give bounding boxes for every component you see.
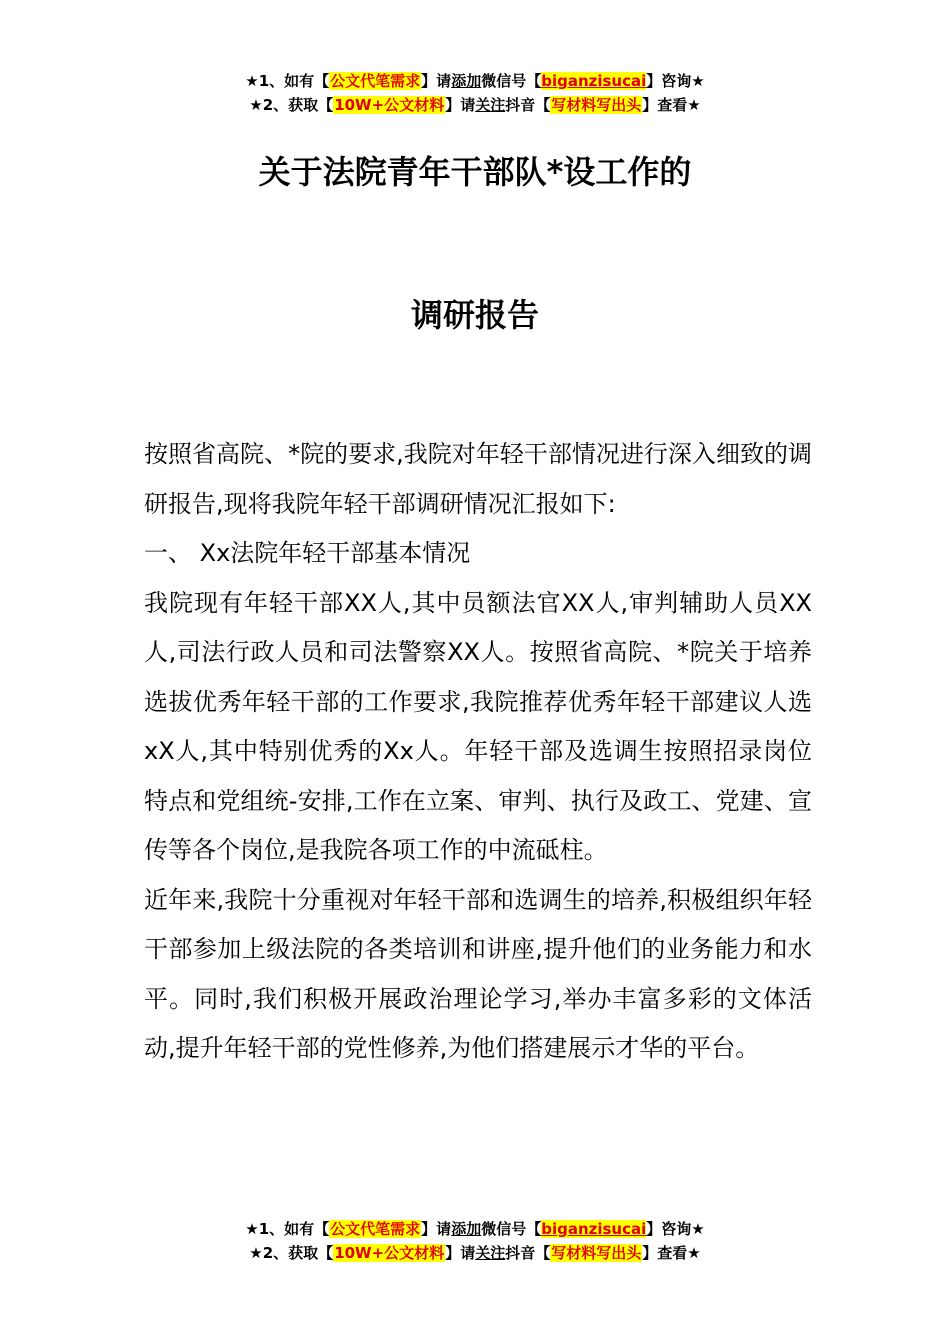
banner-line-1-prefix: ★1、如有【 bbox=[245, 72, 330, 90]
banner-line-2-emphasis: 关注 bbox=[475, 1244, 506, 1262]
document-title-line-1: 关于法院青年干部队*设工作的 bbox=[258, 153, 692, 191]
banner-line-2 bbox=[0, 1241, 950, 1265]
banner-line-1-prefix: ★1、如有【 bbox=[245, 1220, 330, 1238]
banner-line-2-highlight: 10W+公文材料 bbox=[334, 96, 445, 114]
banner-line-1-middle-2: 微信号【 bbox=[481, 72, 542, 90]
wechat-id-link[interactable]: biganzisucai bbox=[541, 1220, 647, 1238]
banner-line-1-middle-2: 微信号【 bbox=[481, 1220, 542, 1238]
banner-line-2 bbox=[0, 93, 950, 117]
banner-line-1-highlight: 公文代笔需求 bbox=[330, 72, 421, 90]
banner-line-1-middle: 】请 bbox=[421, 72, 452, 90]
banner-line-2-middle-2: 抖音【 bbox=[505, 1244, 551, 1262]
banner-line-1 bbox=[0, 1217, 950, 1241]
paragraph-intro: 按照省高院、*院的要求,我院对年轻干部情况进行深入细致的调研报告,现将我院年轻干部调研情况汇报如下: bbox=[144, 440, 812, 518]
banner-line-2-middle: 】请 bbox=[445, 96, 476, 114]
banner-line-2-prefix: ★2、获取【 bbox=[249, 96, 334, 114]
douyin-account-highlight: 写材料写出头 bbox=[551, 96, 642, 114]
banner-line-1-suffix: 】咨询★ bbox=[646, 72, 705, 90]
banner-line-2-emphasis: 关注 bbox=[475, 96, 506, 114]
banner-line-2-prefix: ★2、获取【 bbox=[249, 1244, 334, 1262]
douyin-account-highlight: 写材料写出头 bbox=[551, 1244, 642, 1262]
section-heading-1: 一、 Xx法院年轻干部基本情况 bbox=[144, 539, 471, 567]
top-banner bbox=[0, 69, 950, 117]
wechat-id-link[interactable]: biganzisucai bbox=[541, 72, 647, 90]
banner-line-1-emphasis: 添加 bbox=[451, 72, 482, 90]
document-body bbox=[144, 430, 812, 1074]
banner-line-1-middle: 】请 bbox=[421, 1220, 452, 1238]
banner-line-1 bbox=[0, 69, 950, 93]
banner-line-1-suffix: 】咨询★ bbox=[646, 1220, 705, 1238]
banner-line-2-highlight: 10W+公文材料 bbox=[334, 1244, 445, 1262]
paragraph-training: 近年来,我院十分重视对年轻干部和选调生的培养,积极组织年轻干部参加上级法院的各类培训和讲座,提升他们的业务能力和水平。同时,我们积极开展政治理论学习,举办丰富多彩的文体活动,提升年轻干部的党性修养,为他们搭建展示才华的平台。 bbox=[144, 885, 812, 1062]
paragraph-basic-situation: 我院现有年轻干部XX人,其中员额法官XX人,审判辅助人员XX人,司法行政人员和司法警察XX人。按照省高院、*院关于培养选拔优秀年轻干部的工作要求,我院推荐优秀年轻干部建议人选xX人,其中特别优秀的Xx人。年轻干部及选调生按照招录岗位特点和党组统-安排,工作在立案、审判、执行及政工、党建、宣传等各个岗位,是我院各项工作的中流砥柱。 bbox=[144, 588, 812, 864]
banner-line-2-middle: 】请 bbox=[445, 1244, 476, 1262]
banner-line-2-middle-2: 抖音【 bbox=[505, 96, 551, 114]
banner-line-1-highlight: 公文代笔需求 bbox=[330, 1220, 421, 1238]
banner-line-2-suffix: 】查看★ bbox=[642, 1244, 701, 1262]
banner-line-2-suffix: 】查看★ bbox=[642, 96, 701, 114]
bottom-banner bbox=[0, 1217, 950, 1265]
document-title-line-2: 调研报告 bbox=[410, 296, 539, 334]
banner-line-1-emphasis: 添加 bbox=[451, 1220, 482, 1238]
